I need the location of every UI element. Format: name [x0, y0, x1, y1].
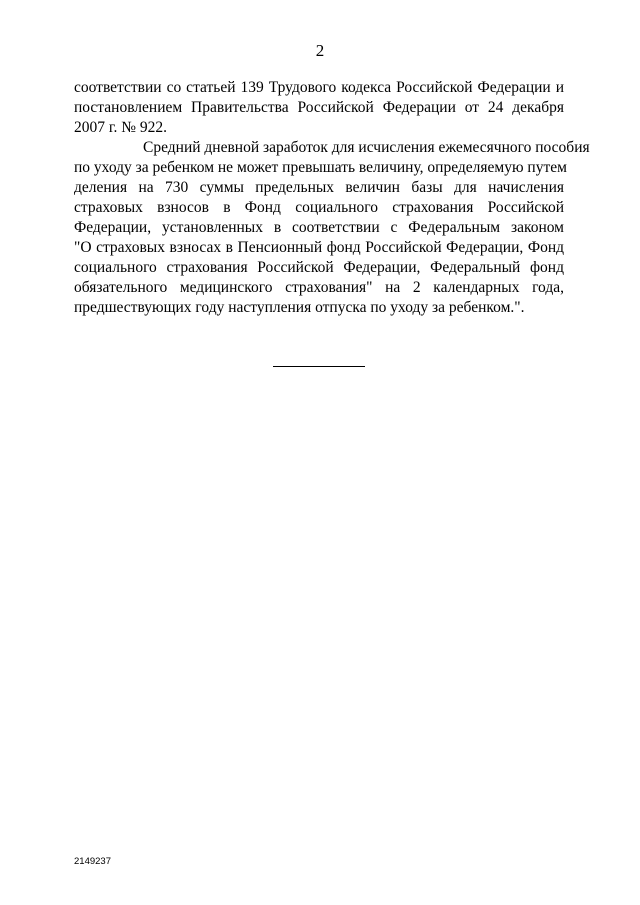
text-line: соответствии со статьей 139 Трудового кодекса Российской Федерации и: [74, 79, 564, 96]
paragraph-average-daily-earnings: [74, 138, 590, 318]
text-line: страховых взносов в Фонд социального страхования Российской: [74, 199, 564, 216]
document-body: [74, 78, 590, 318]
page-number: 2: [315, 41, 325, 60]
text-line: по уходу за ребенком не может превышать величину, определяемую путем: [74, 159, 567, 176]
text-line: предшествующих году наступления отпуска по уходу за ребенком.".: [74, 299, 525, 316]
end-separator-line: [273, 366, 365, 367]
text-line: Федерации, установленных в соответствии с Федеральным законом: [74, 219, 564, 236]
paragraph-continuation: [74, 78, 564, 138]
text-line: постановлением Правительства Российской Федерации от 24 декабря: [74, 99, 564, 116]
text-line: Средний дневной заработок для исчисления ежемесячного пособия: [143, 139, 590, 156]
text-line: обязательного медицинского страхования" на 2 календарных года,: [74, 279, 564, 296]
document-code: 2149237: [74, 856, 111, 867]
text-line: "О страховых взносах в Пенсионный фонд Российской Федерации, Фонд: [74, 239, 564, 256]
text-line: социального страхования Российской Федерации, Федеральный фонд: [74, 259, 564, 276]
text-line: 2007 г. № 922.: [74, 119, 168, 136]
text-line: деления на 730 суммы предельных величин базы для начисления: [74, 179, 564, 196]
